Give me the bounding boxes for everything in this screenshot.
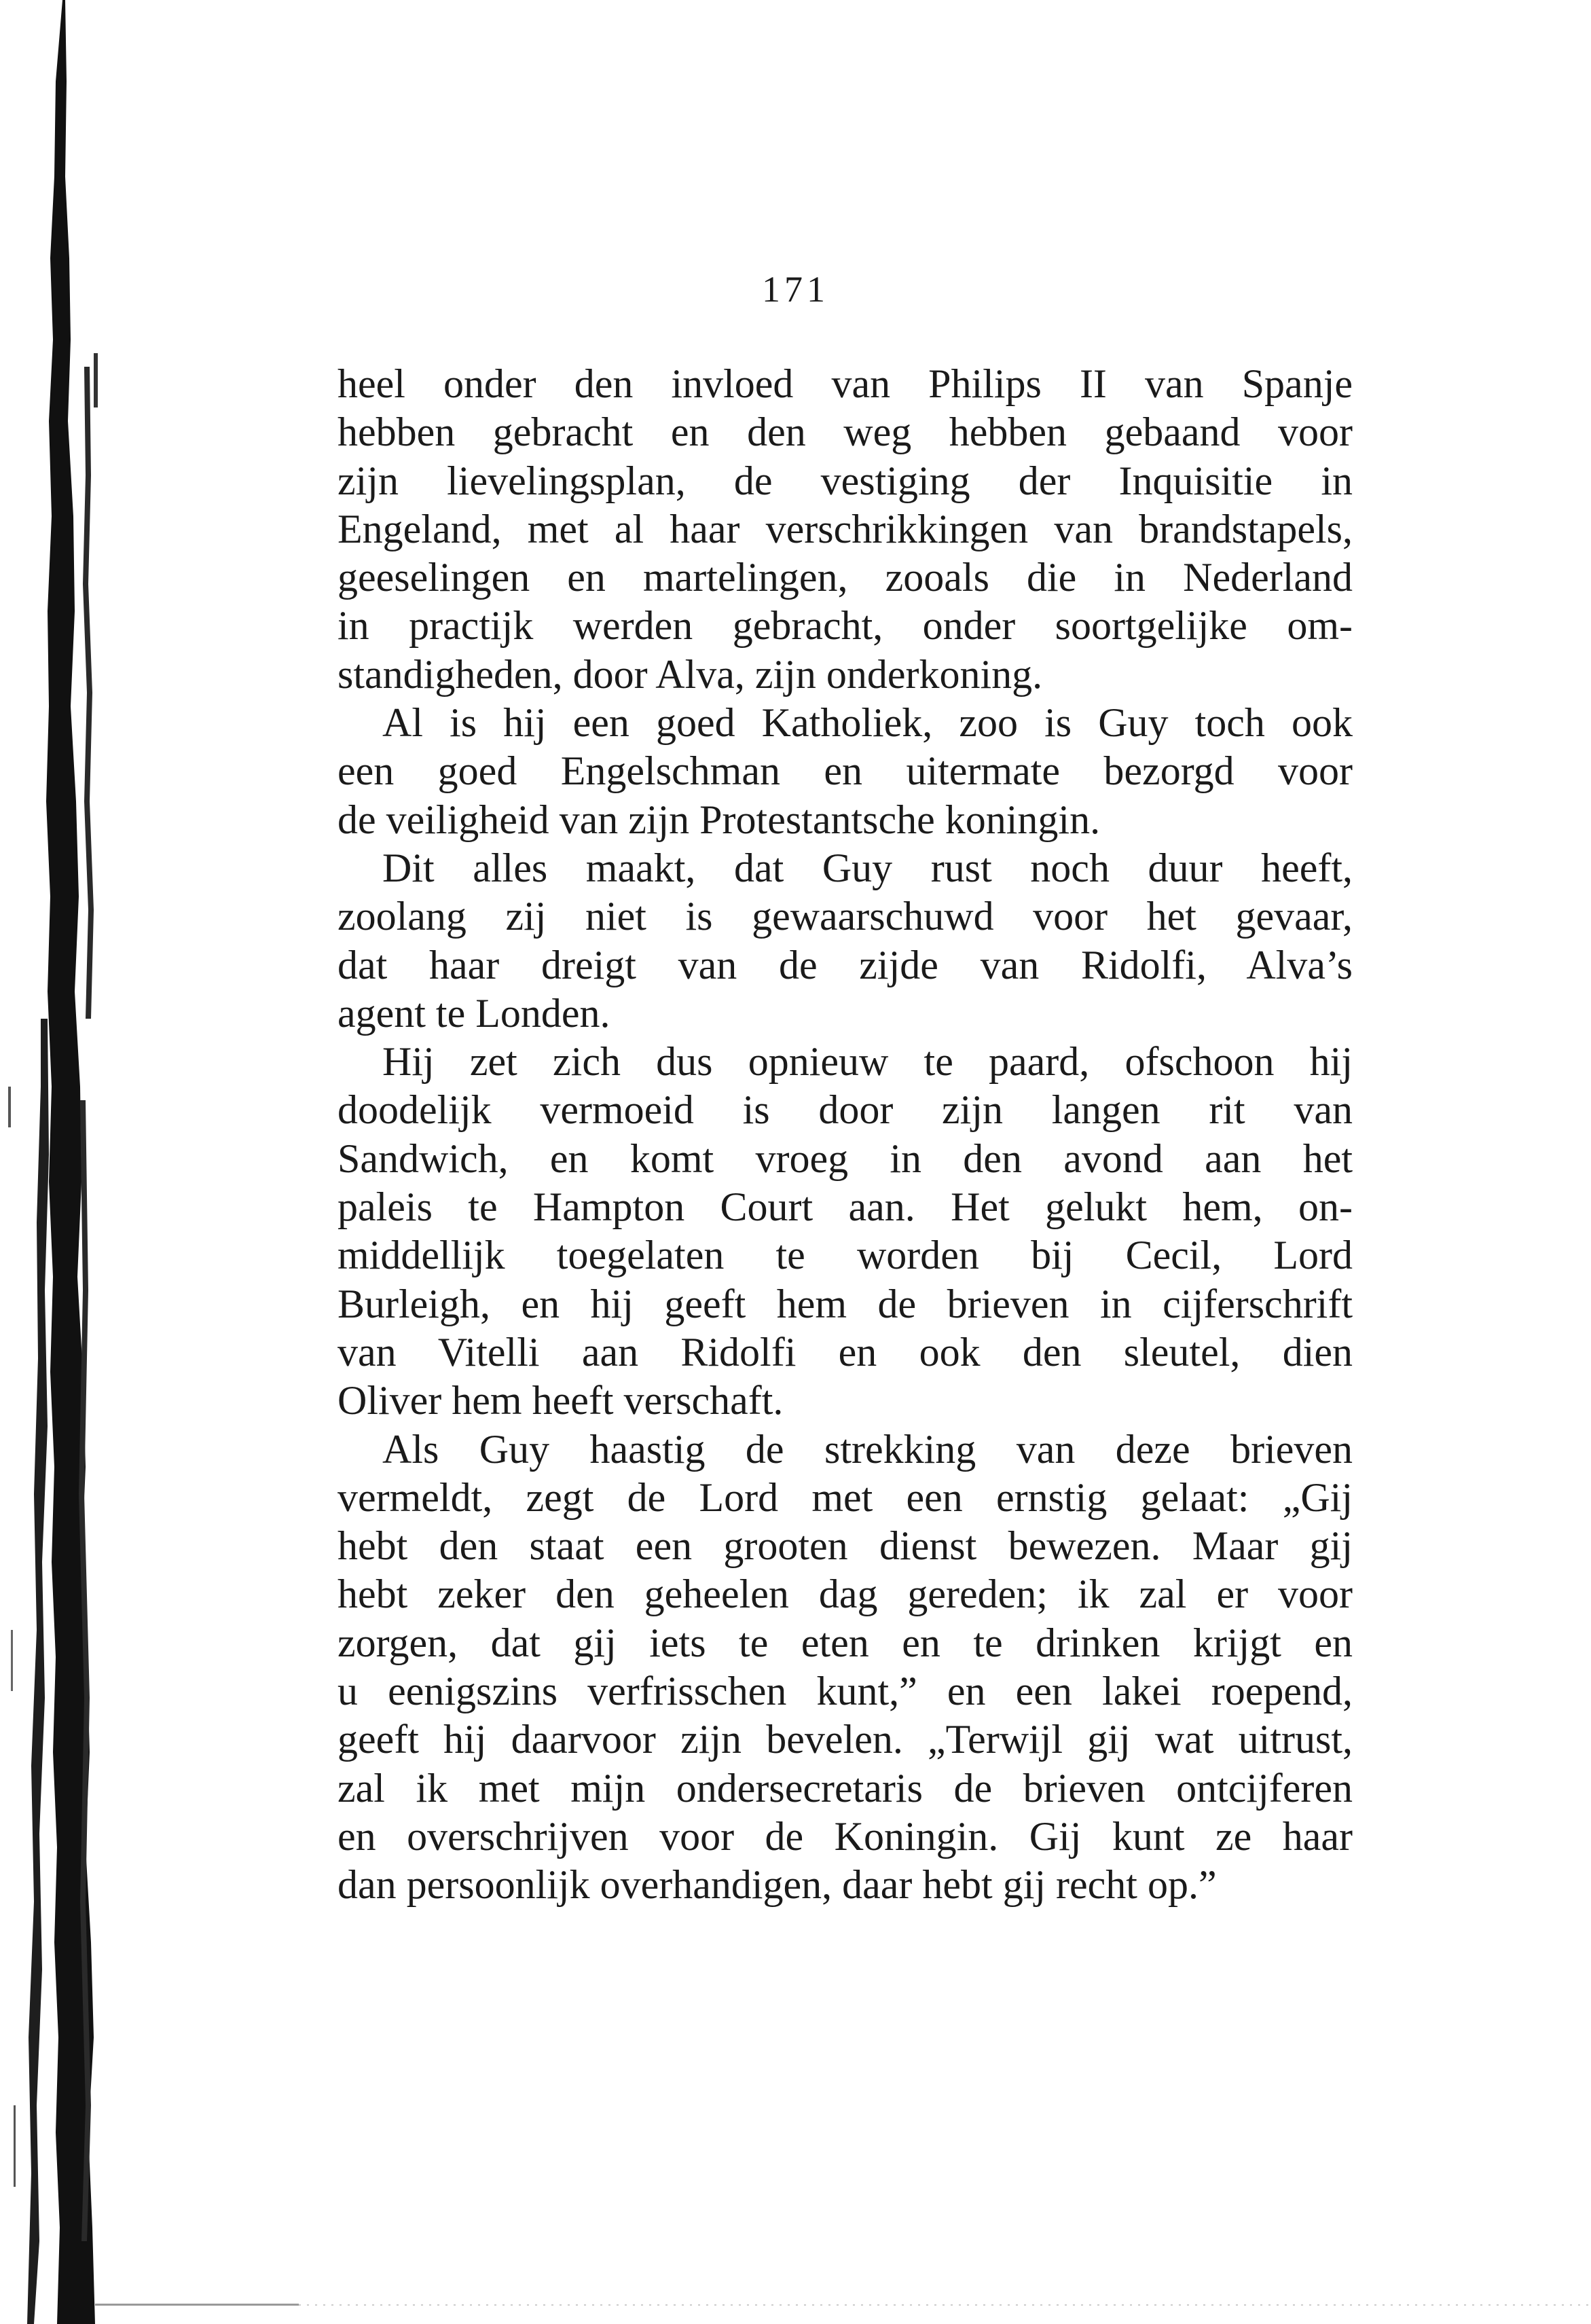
text-line: doodelijk vermoeid is door zijn langen rit van: [337, 1087, 1353, 1133]
text-line: hebben gebracht en den weg hebben gebaand voor: [337, 410, 1353, 455]
body-text: [337, 360, 1353, 1910]
paragraph: [337, 1038, 1353, 1425]
page-bottom-edge: [0, 2290, 1591, 2324]
text-line: zijn lievelingsplan, de vestiging der Inquisitie in: [337, 458, 1353, 503]
text-line: een goed Engelschman en uitermate bezorgd voor: [337, 748, 1353, 794]
text-line: Engeland, met al haar verschrikkingen van brandstapels,: [337, 506, 1353, 551]
text-line: middellijk toegelaten te worden bij Cecil, Lord: [337, 1233, 1353, 1278]
text-line: hebt zeker den geheelen dag gereden; ik zal er voor: [337, 1572, 1353, 1617]
text-line: heel onder den invloed van Philips II van Spanje: [337, 361, 1353, 406]
text-line: Sandwich, en komt vroeg in den avond aan het: [337, 1136, 1353, 1181]
text-line: de veiligheid van zijn Protestantsche koningin.: [337, 797, 1101, 842]
text-line: en overschrijven voor de Koningin. Gij kunt ze haar: [337, 1813, 1353, 1859]
paragraph: [337, 699, 1353, 844]
text-line: zorgen, dat gij iets te eten en te drinken krijgt en: [337, 1620, 1353, 1665]
text-line: dan persoonlijk overhandigen, daar hebt gij recht op.”: [337, 1862, 1217, 1908]
text-line: Al is hij een goed Katholiek, zoo is Guy toch ook: [382, 700, 1353, 746]
binding-gutter-shadow: [0, 0, 129, 2324]
text-line: dat haar dreigt van de zijde van Ridolfi, Alva’s: [337, 942, 1353, 987]
text-line: vermeldt, zegt de Lord met een ernstig gelaat: „Gij: [337, 1474, 1353, 1520]
paragraph: [337, 844, 1353, 1038]
text-line: van Vitelli aan Ridolfi en ook den sleutel, dien: [337, 1329, 1353, 1375]
page-number: 171: [762, 269, 829, 310]
text-line: Dit alles maakt, dat Guy rust noch duur heeft,: [382, 845, 1353, 890]
text-line: standigheden, door Alva, zijn onderkoning.: [337, 651, 1043, 697]
text-line: hebt den staat een grooten dienst bewezen. Maar gij: [337, 1523, 1353, 1569]
text-line: geeselingen en martelingen, zooals die in Nederland: [337, 555, 1353, 600]
text-line: u eenigszins verfrisschen kunt,” en een lakei roepend,: [337, 1669, 1353, 1714]
paragraph: [337, 1426, 1353, 1910]
text-line: Oliver hem heeft verschaft.: [337, 1378, 784, 1423]
text-line: agent te Londen.: [337, 990, 610, 1036]
text-line: Hij zet zich dus opnieuw te paard, ofschoon hij: [382, 1039, 1353, 1085]
text-line: paleis te Hampton Court aan. Het gelukt hem, on-: [337, 1184, 1353, 1230]
paragraph: [337, 360, 1353, 699]
text-line: Burleigh, en hij geeft hem de brieven in cijferschrift: [337, 1281, 1353, 1326]
text-line: geeft hij daarvoor zijn bevelen. „Terwijl gij wat uitrust,: [337, 1717, 1353, 1762]
text-line: in practijk werden gebracht, onder soortgelijke om-: [337, 603, 1353, 649]
text-line: zoolang zij niet is gewaarschuwd voor het gevaar,: [337, 894, 1353, 939]
text-line: Als Guy haastig de strekking van deze brieven: [382, 1426, 1353, 1472]
text-line: zal ik met mijn ondersecretaris de brieven ontcijferen: [337, 1765, 1353, 1811]
